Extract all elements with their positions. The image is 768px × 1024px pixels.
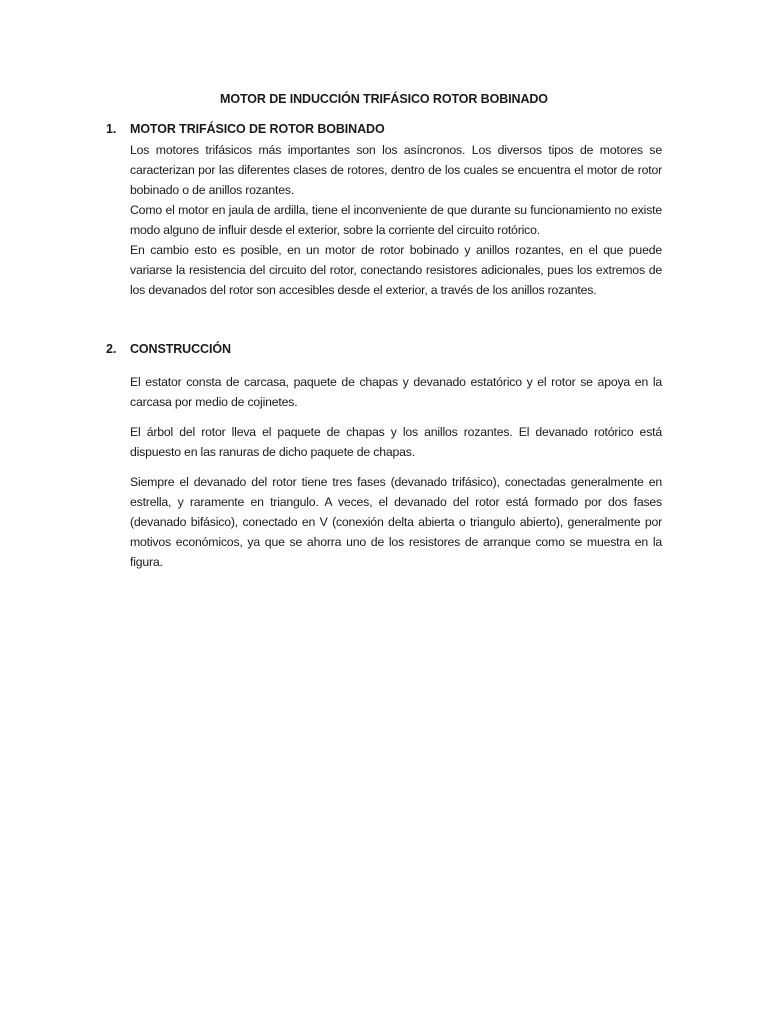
section-heading-1 xyxy=(106,122,385,136)
paragraph-1-2: Como el motor en jaula de ardilla, tiene el inconveniente de que durante su funcionamiento no existe modo alguno de influir desde el exterior, sobre la corriente del circuito rotórico. xyxy=(130,203,662,237)
paragraph-1-3: En cambio esto es posible, en un motor de rotor bobinado y anillos rozantes, en el que puede variarse la resistencia del circuito del rotor, conectando resistores adicionales, pues los extremos de los devanados del rotor son accesibles desde el exterior, a través de los anillos rozantes. xyxy=(130,243,662,297)
document-title: MOTOR DE INDUCCIÓN TRIFÁSICO ROTOR BOBINADO xyxy=(220,92,548,106)
section-number-1: 1. xyxy=(106,122,117,136)
paragraph-2-1: El estator consta de carcasa, paquete de chapas y devanado estatórico y el rotor se apoya en la carcasa por medio de cojinetes. xyxy=(130,375,662,409)
section-heading-2 xyxy=(106,342,231,356)
paragraph-2-3: Siempre el devanado del rotor tiene tres fases (devanado trifásico), conectadas generalmente en estrella, y raramente en triangulo. A veces, el devanado del rotor está formado por dos fases (devanado bifásico), conectado en V (conexión delta abierta o triangulo abierto), generalmente por motivos económicos, ya que se ahorra uno de los resistores de arranque como se muestra en la figura. xyxy=(130,475,662,569)
section-title-1: MOTOR TRIFÁSICO DE ROTOR BOBINADO xyxy=(130,122,385,136)
paragraph-1-1: Los motores trifásicos más importantes son los asíncronos. Los diversos tipos de motores se caracterizan por las diferentes clases de rotores, dentro de los cuales se encuentra el motor de rotor bobinado o de anillos rozantes. xyxy=(130,143,662,197)
paragraph-2-2: El árbol del rotor lleva el paquete de chapas y los anillos rozantes. El devanado rotórico está dispuesto en las ranuras de dicho paquete de chapas. xyxy=(130,425,662,459)
section-title-2: CONSTRUCCIÓN xyxy=(130,342,231,356)
section-number-2: 2. xyxy=(106,342,117,356)
